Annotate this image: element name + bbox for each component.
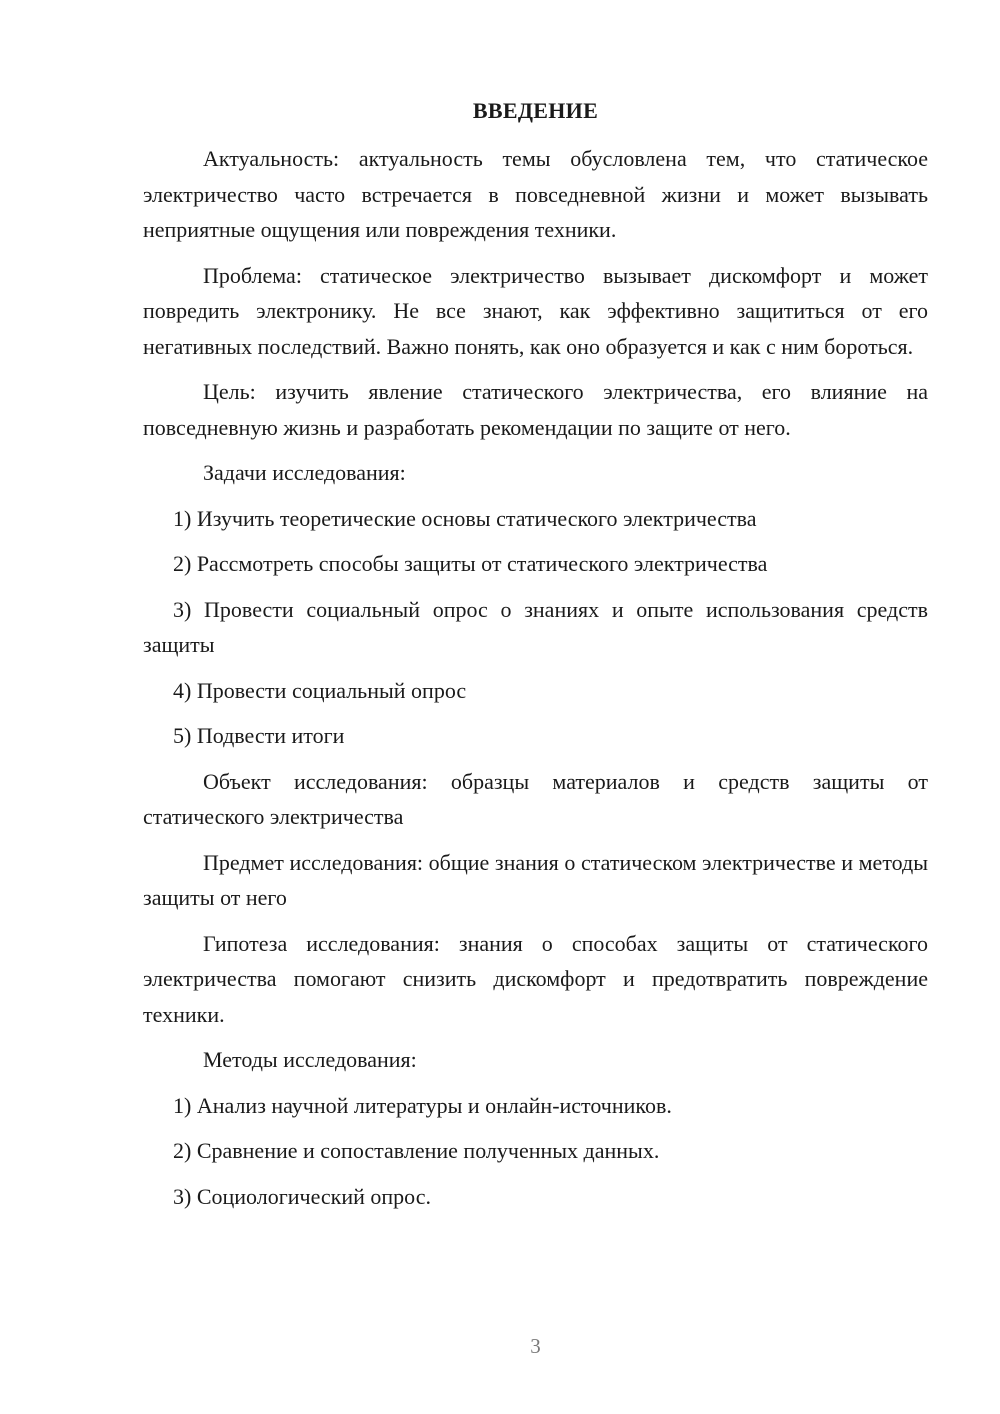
page-number: 3 <box>530 1334 541 1358</box>
tasks-heading: Задачи исследования: <box>203 460 406 485</box>
document-page <box>143 0 928 1414</box>
methods-heading: Методы исследования: <box>203 1047 417 1072</box>
section-title: ВВЕДЕНИЕ <box>472 98 599 123</box>
problem-paragraph: Проблема: статическое электричество вызывает дискомфорт и может повредить электронику. Не все знают, как эффективно защититься от его негативных последствий. Важно понять, как оно образуется и как с ним бороться. <box>143 262 928 359</box>
subject-paragraph: Предмет исследования: общие знания о статическом электричестве и методы защиты от него <box>143 849 928 910</box>
relevance-paragraph: Актуальность: актуальность темы обусловлена тем, что статическое электричество часто встречается в повседневной жизни и может вызывать неприятные ощущения или повреждения техники. <box>143 146 928 242</box>
method-item: 1) Анализ научной литературы и онлайн-источников. <box>173 1092 672 1118</box>
task-item: 4) Провести социальный опрос <box>173 677 467 703</box>
object-paragraph: Объект исследования: образцы материалов и средств защиты от статического электричества <box>143 768 928 829</box>
method-item: 2) Сравнение и сопоставление полученных данных. <box>173 1138 660 1163</box>
task-item: 2) Рассмотреть способы защиты от статического электричества <box>173 551 768 576</box>
goal-paragraph: Цель: изучить явление статического электричества, его влияние на повседневную жизнь и разработать рекомендации по защите от него. <box>143 379 928 440</box>
method-item: 3) Социологический опрос. <box>173 1183 431 1209</box>
task-item: 1) Изучить теоретические основы статического электричества <box>173 505 757 531</box>
body-text <box>143 141 928 1224</box>
hypothesis-paragraph: Гипотеза исследования: знания о способах защиты от статического электричества помогают снизить дискомфорт и предотвратить повреждение техники. <box>143 930 928 1027</box>
task-item: 3) Провести социальный опрос о знаниях и опыте использования средств защиты <box>143 596 928 657</box>
task-item: 5) Подвести итоги <box>173 723 345 748</box>
